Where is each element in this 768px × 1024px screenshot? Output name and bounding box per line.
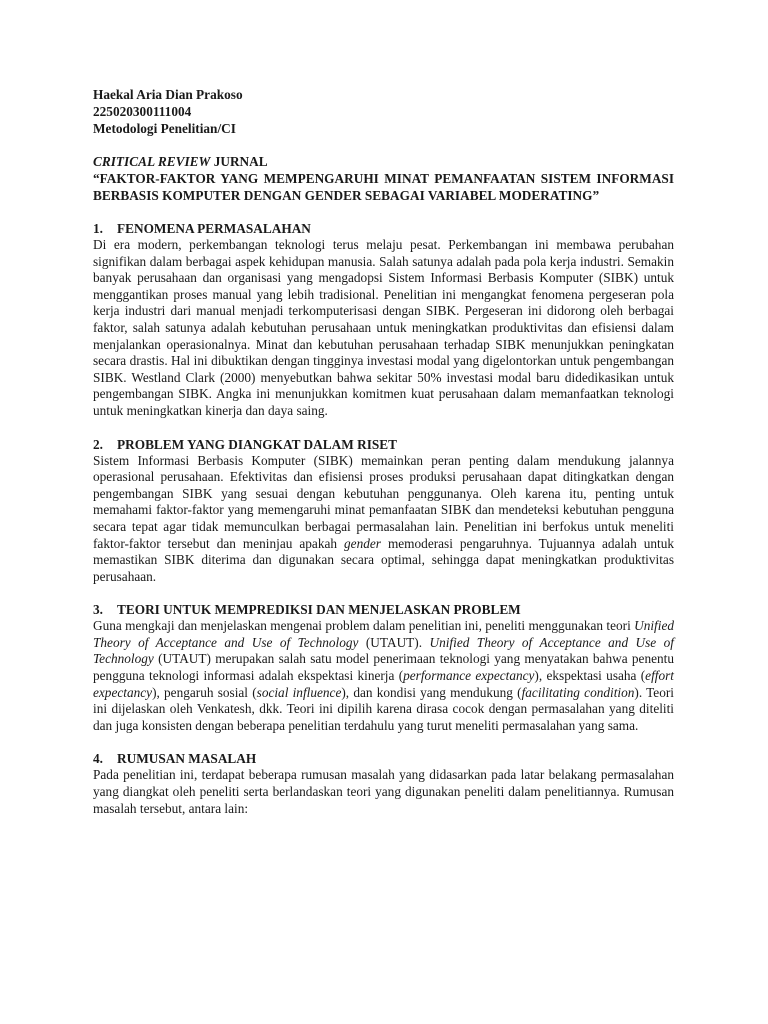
section-number: 3. xyxy=(93,602,103,618)
sections-container xyxy=(93,220,674,817)
document-content xyxy=(93,86,674,817)
section-number: 2. xyxy=(93,436,103,452)
section-4 xyxy=(93,750,674,817)
section-body xyxy=(93,453,674,586)
review-label xyxy=(93,153,674,170)
student-id: 225020300111004 xyxy=(93,104,192,119)
section-3 xyxy=(93,601,674,734)
body-text: ). Teori ini dijelaskan oleh Venkatesh, dkk. Teori ini dipilih karena dirasa cocok dengan permasalahan yang diteliti dan juga konsisten dengan beberapa penelitian terdahulu yang turut meneliti permasalahan yang sama. xyxy=(93,684,674,733)
italic-term: facilitating condition xyxy=(521,684,635,700)
author-name: Haekal Aria Dian Prakoso xyxy=(93,87,243,102)
section-body xyxy=(93,237,674,420)
section-heading xyxy=(93,220,674,237)
body-text: ), pengaruh sosial ( xyxy=(152,684,257,700)
italic-term: Unified Theory of Acceptance and Use of Technology xyxy=(93,634,674,667)
course-name: Metodologi Penelitian/CI xyxy=(93,121,236,136)
section-heading-text: TEORI UNTUK MEMPREDIKSI DAN MENJELASKAN PROBLEM xyxy=(117,602,521,618)
body-text: Di era modern, perkembangan teknologi terus melaju pesat. Perkembangan ini membawa perubahan signifikan dalam berbagai aspek kehidupan manusia. Salah satunya adalah pada pola kerja industri. Semakin banyak perusahaan dan organisasi yang mengadopsi Sistem Informasi Berbasis Komputer (SIBK) untuk menggantikan proses manual yang lebih tradisional. Penelitian ini mengangkat fenomena pergeseran pola kerja industri dari manual menjadi terkomputerisasi dengan SIBK. Pergeseran ini didorong oleh berbagai faktor, salah satunya adalah kebutuhan perusahaan untuk meningkatkan produktivitas dan efisiensi dalam menjalankan operasionalnya. Minat dan kebutuhan perusahaan terhadap SIBK menunjukkan peningkatan secara drastis. Hal ini dibuktikan dengan tingginya investasi modal yang digelontorkan untuk pengembangan SIBK. Westland Clark (2000) menyebutkan bahwa sekitar 50% investasi modal baru didedikasikan untuk pengembangan SIBK. Angka ini menunjukkan komitmen kuat perusahaan dalam memanfaatkan teknologi untuk meningkatkan kinerja dan daya saing. xyxy=(93,237,674,418)
italic-term: gender xyxy=(344,535,381,551)
body-text: Guna mengkaji dan menjelaskan mengenai problem dalam penelitian ini, peneliti menggunakan teori xyxy=(93,618,635,634)
review-label-rest: JURNAL xyxy=(210,154,268,169)
body-text: Sistem Informasi Berbasis Komputer (SIBK) memainkan peran penting dalam mendukung jalannya operasional perusahaan. Efektivitas dan efisiensi proses produksi perusahaan dapat ditingkatkan dengan pengembangan SIBK yang sesuai dengan kebutuhan penggunanya. Oleh karena itu, penting untuk memahami faktor-faktor yang memengaruhi minat pemanfaatan SIBK dan mendeteksi kebutuhan pengguna secara tepat agar tidak memunculkan berbagai permasalahan lain. Penelitian ini berfokus untuk meneliti faktor-faktor tersebut dan meninjau apakah xyxy=(93,452,674,551)
italic-term: Unified Theory of Acceptance and Use of Technology xyxy=(93,618,674,650)
section-heading xyxy=(93,436,674,453)
italic-term: effort expectancy xyxy=(93,668,674,700)
body-text: (UTAUT). xyxy=(358,634,430,650)
section-2 xyxy=(93,436,674,586)
body-text: ), dan kondisi yang mendukung ( xyxy=(341,684,522,700)
section-1 xyxy=(93,220,674,420)
section-heading-text: RUMUSAN MASALAH xyxy=(117,751,257,767)
review-label-italic: CRITICAL REVIEW xyxy=(93,154,211,169)
italic-term: performance expectancy xyxy=(403,668,535,684)
section-body xyxy=(93,767,674,817)
section-heading-text: FENOMENA PERMASALAHAN xyxy=(117,221,311,236)
section-body xyxy=(93,618,674,734)
italic-term: social influence xyxy=(256,684,342,700)
section-number: 4. xyxy=(93,751,103,767)
body-text: (UTAUT) merupakan salah satu model penerimaan teknologi yang menyatakan bahwa penentu pengguna teknologi informasi adalah ekspektasi kinerja ( xyxy=(93,651,674,684)
section-number: 1. xyxy=(93,221,103,236)
journal-title: “FAKTOR-FAKTOR YANG MEMPENGARUHI MINAT PEMANFAATAN SISTEM INFORMASI BERBASIS KOMPUTER DENGAN GENDER SEBAGAI VARIABEL MODERATING” xyxy=(93,171,674,203)
body-text: memoderasi pengaruhnya. Tujuannya adalah untuk memastikan SIBK diterima dan digunakan secara optimal, sehingga dapat meningkatkan produktivitas perusahaan. xyxy=(93,535,674,584)
section-heading xyxy=(93,750,674,767)
body-text: ), ekspektasi usaha ( xyxy=(534,668,646,684)
section-heading xyxy=(93,601,674,618)
body-text: Pada penelitian ini, terdapat beberapa rumusan masalah yang didasarkan pada latar belakang permasalahan yang diangkat oleh peneliti serta berlandaskan teori yang digunakan peneliti dalam penelitiannya. Rumusan masalah tersebut, antara lain: xyxy=(93,767,674,816)
section-heading-text: PROBLEM YANG DIANGKAT DALAM RISET xyxy=(117,436,398,452)
